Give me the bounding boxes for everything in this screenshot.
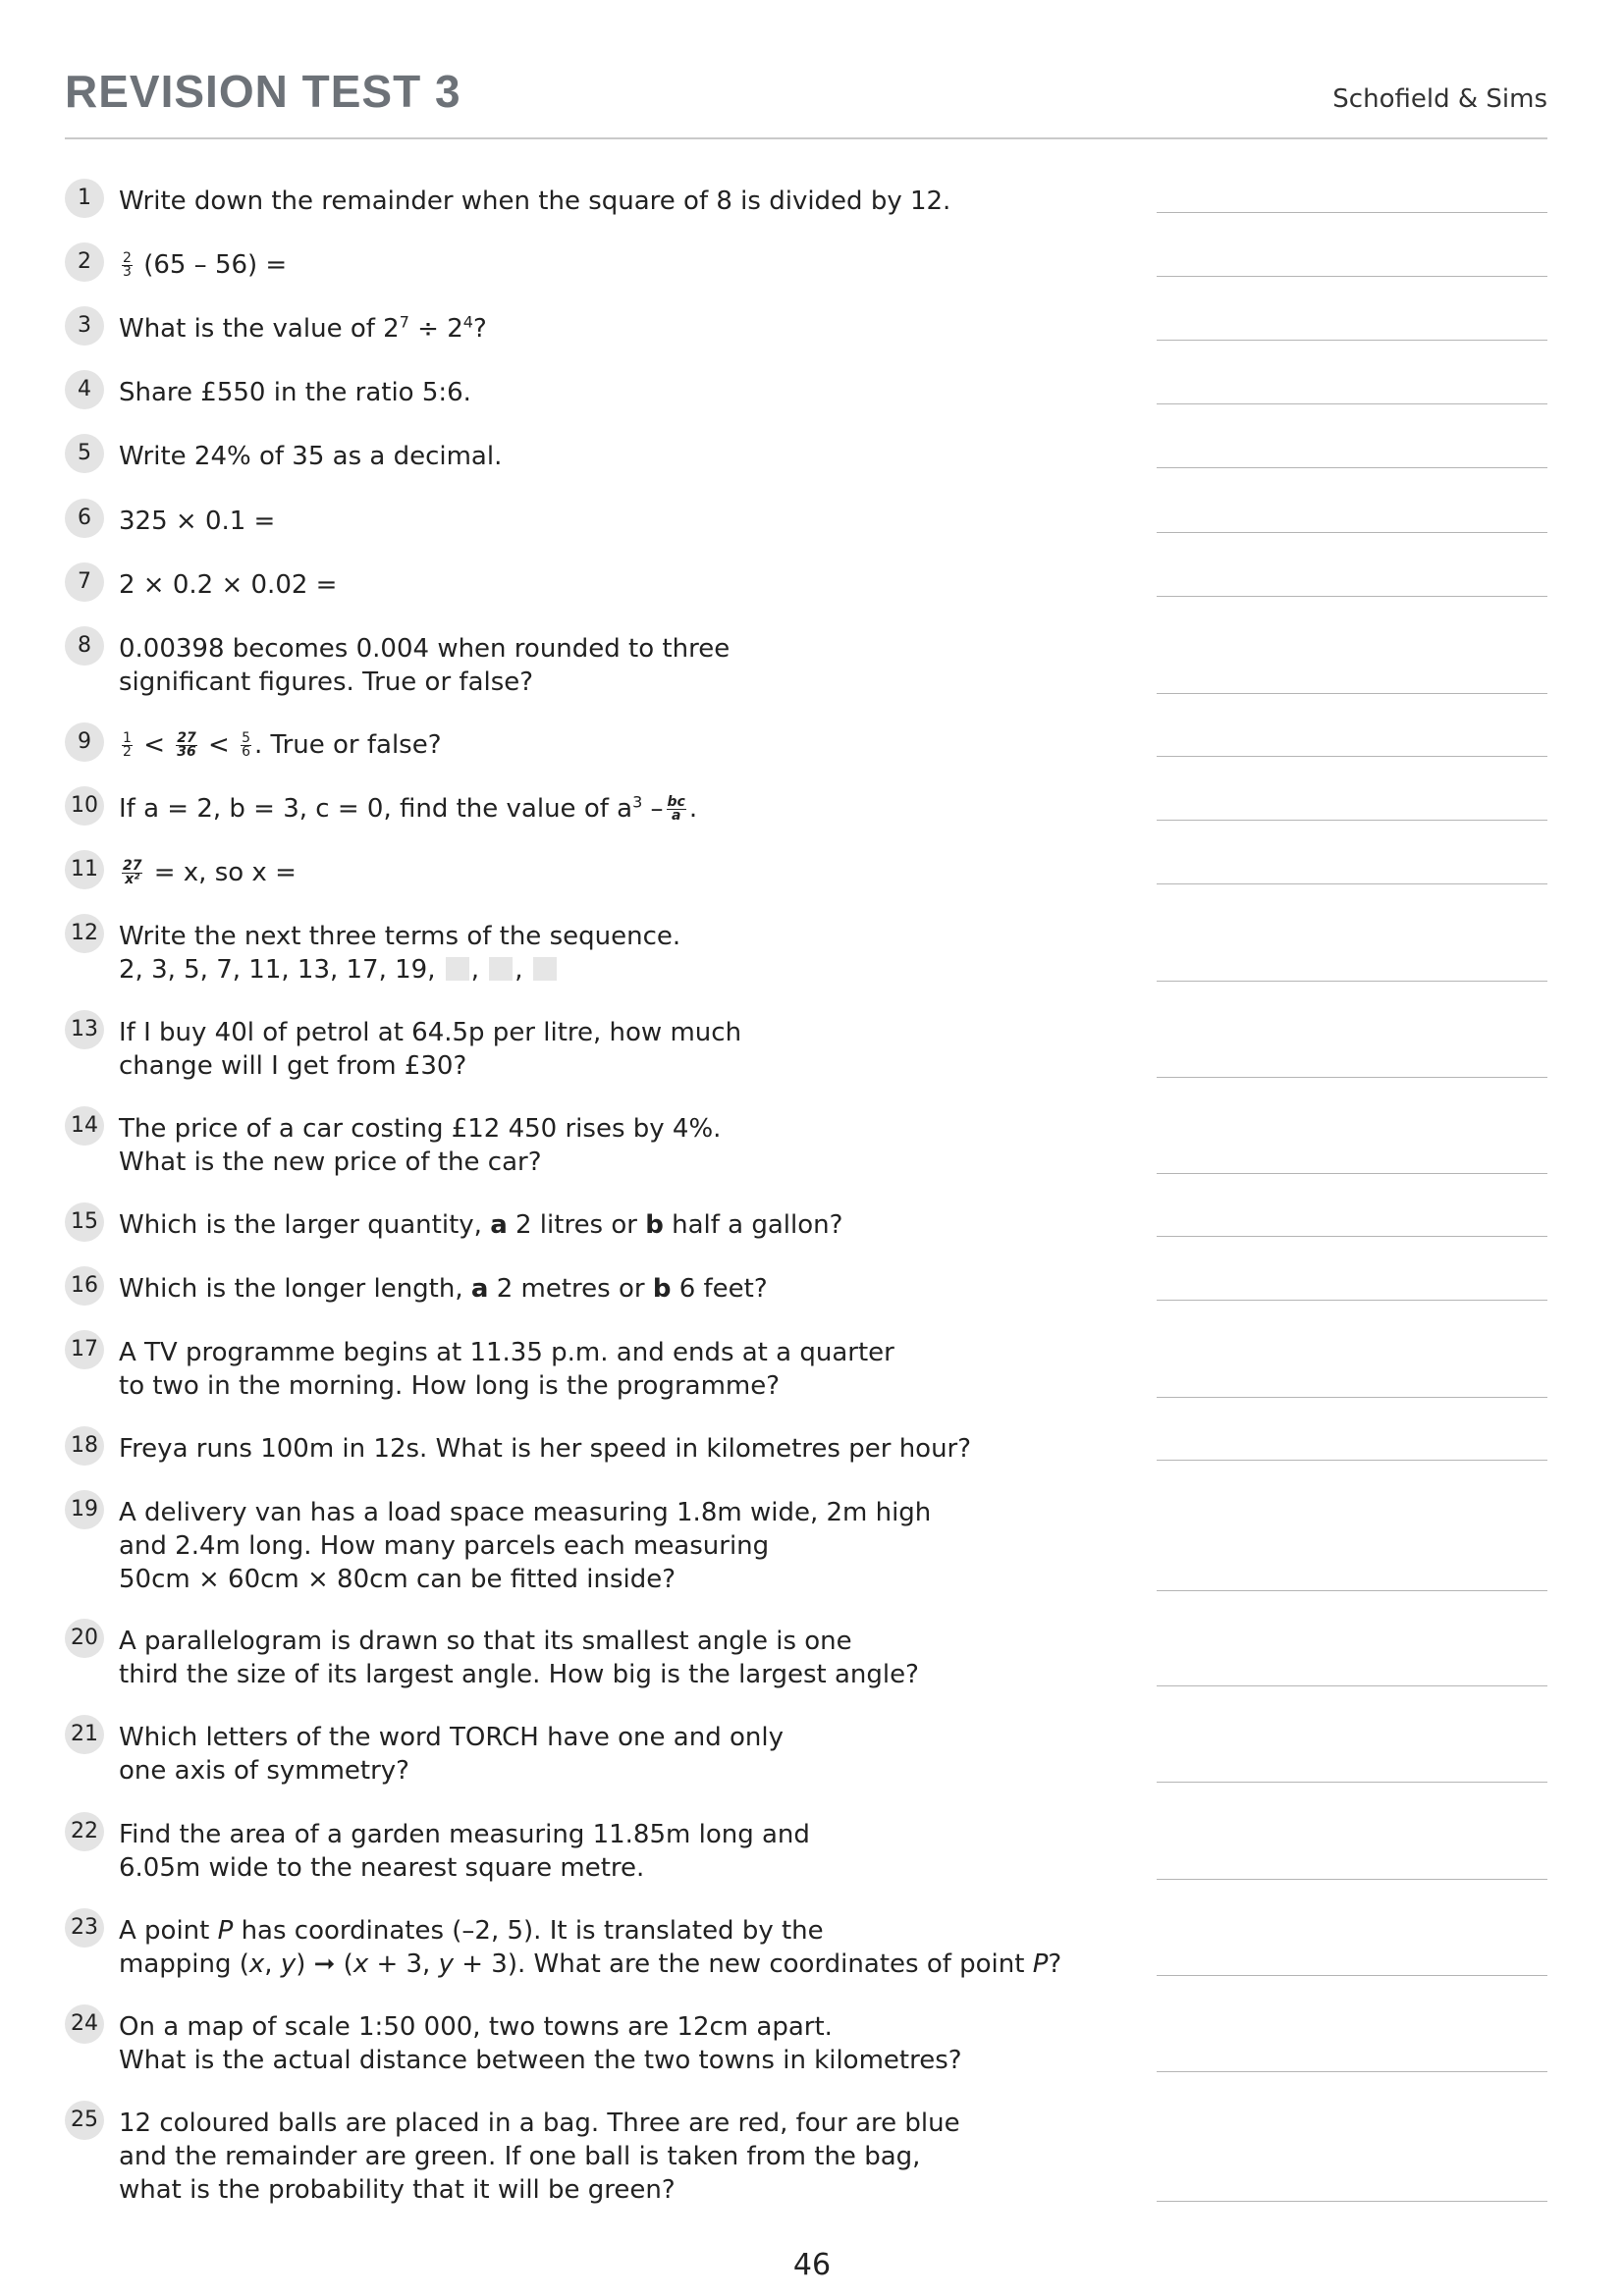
question-number: 12: [65, 914, 104, 953]
question-number: 18: [65, 1426, 104, 1466]
answer-line[interactable]: [1157, 1879, 1547, 1880]
question-text: If I buy 40l of petrol at 64.5p per litre, how much change will I get from £30?: [119, 1018, 742, 1081]
question-number: 13: [65, 1010, 104, 1049]
fraction: $\frac{5}{6}$: [242, 730, 250, 760]
answer-line[interactable]: [1157, 1460, 1547, 1461]
answer-line[interactable]: [1157, 403, 1547, 404]
answer-line[interactable]: [1157, 1590, 1547, 1591]
fraction: $\frac{2}{3}$: [123, 250, 132, 280]
question-text: Write the next three terms of the sequence. 2, 3, 5, 7, 11, 13, 17, 19, , ,: [119, 922, 681, 985]
answer-line[interactable]: [1157, 340, 1547, 341]
question-number: 24: [65, 2004, 104, 2044]
question-number: 14: [65, 1106, 104, 1146]
question-number: 21: [65, 1715, 104, 1754]
question-number: 5: [65, 434, 104, 473]
publisher: Schofield & Sims: [1332, 84, 1547, 114]
question-text: On a map of scale 1:50 000, two towns are 12cm apart. What is the actual distance between the two towns in kilometres?: [119, 2012, 962, 2075]
question-number: 23: [65, 1908, 104, 1948]
question-number: 11: [65, 850, 104, 889]
blank-box[interactable]: [446, 957, 469, 981]
answer-line[interactable]: [1157, 276, 1547, 277]
question-text: Which is the larger quantity, a 2 litres or b half a gallon?: [119, 1210, 843, 1240]
question-text: What is the value of $2^7 \div 2^4$?: [119, 312, 487, 344]
question-number: 6: [65, 499, 104, 538]
question-number: 16: [65, 1266, 104, 1306]
answer-line[interactable]: [1157, 693, 1547, 694]
question-text: A TV programme begins at 11.35 p.m. and ends at a quarter to two in the morning. How long is the programme?: [119, 1338, 894, 1401]
question-text: Which is the longer length, a 2 metres or b 6 feet?: [119, 1274, 768, 1304]
answer-line[interactable]: [1157, 1397, 1547, 1398]
question-number: 9: [65, 722, 104, 762]
question-number: 15: [65, 1202, 104, 1242]
answer-line[interactable]: [1157, 532, 1547, 533]
question-text: $\frac{1}{2}$ < $\frac{27}{36}$ < $\frac{5}{6}$ . True or false?: [123, 730, 442, 760]
question-number: 19: [65, 1490, 104, 1529]
answer-line[interactable]: [1157, 1300, 1547, 1301]
fraction: $\frac{27}{\text{x²}}$: [123, 858, 142, 887]
question-number: 2: [65, 242, 104, 282]
answer-line[interactable]: [1157, 820, 1547, 821]
question-text: 0.00398 becomes 0.004 when rounded to three significant figures. True or false?: [119, 634, 731, 697]
blank-box[interactable]: [489, 957, 513, 981]
question-text: $\frac{2}{3}$ (65 – 56) =: [123, 250, 288, 280]
page-number: 46: [792, 2248, 832, 2282]
question-text: 12 coloured balls are placed in a bag. Three are red, four are blue and the remainder are green. If one ball is taken from the bag, what is the probability that it will be green?: [119, 2109, 960, 2205]
fraction: $\frac{bc}{a}$: [667, 794, 685, 824]
question-text: Write down the remainder when the square of 8 is divided by 12.: [119, 187, 951, 216]
answer-line[interactable]: [1157, 1975, 1547, 1976]
question-text: If a = 2, b = 3, c = 0, find the value of $a^3$ – $\frac{bc}{a}$ .: [119, 792, 698, 824]
question-number: 7: [65, 562, 104, 602]
answer-line[interactable]: [1157, 467, 1547, 468]
question-text: The price of a car costing £12 450 rises by 4%. What is the new price of the car?: [119, 1114, 722, 1177]
blank-box[interactable]: [533, 957, 557, 981]
question-number: 25: [65, 2101, 104, 2140]
answer-line[interactable]: [1157, 756, 1547, 757]
fraction: $\frac{1}{2}$: [123, 730, 132, 760]
question-number: 17: [65, 1330, 104, 1369]
answer-line[interactable]: [1157, 2071, 1547, 2072]
answer-line[interactable]: [1157, 1077, 1547, 1078]
page-title: REVISION TEST 3: [65, 66, 461, 117]
question-number: 22: [65, 1812, 104, 1851]
question-number: 1: [65, 179, 104, 218]
answer-line[interactable]: [1157, 1782, 1547, 1783]
answer-line[interactable]: [1157, 212, 1547, 213]
question-text: Share £550 in the ratio 5:6.: [119, 378, 471, 407]
question-number: 4: [65, 370, 104, 409]
answer-line[interactable]: [1157, 596, 1547, 597]
question-number: 8: [65, 626, 104, 666]
answer-line[interactable]: [1157, 2201, 1547, 2202]
question-number: 20: [65, 1619, 104, 1658]
question-text: Write 24% of 35 as a decimal.: [119, 442, 503, 471]
header-rule: [65, 137, 1547, 139]
answer-line[interactable]: [1157, 981, 1547, 982]
answer-line[interactable]: [1157, 1685, 1547, 1686]
question-number: 10: [65, 786, 104, 826]
question-text: 325 × 0.1 =: [119, 507, 276, 536]
fraction: $\frac{27}{36}$: [177, 730, 196, 760]
question-text: Which letters of the word TORCH have one and only one axis of symmetry?: [119, 1723, 784, 1786]
question-text: Find the area of a garden measuring 11.85m long and 6.05m wide to the nearest square metre.: [119, 1820, 810, 1883]
question-text: Freya runs 100m in 12s. What is her speed in kilometres per hour?: [119, 1434, 972, 1464]
question-text: A parallelogram is drawn so that its smallest angle is one third the size of its largest angle. How big is the largest angle?: [119, 1627, 919, 1689]
answer-line[interactable]: [1157, 1173, 1547, 1174]
question-text: $\frac{27}{\text{x²}}$ = x, so x =: [123, 858, 297, 887]
question-number: 3: [65, 306, 104, 346]
question-text: 2 × 0.2 × 0.02 =: [119, 570, 338, 600]
question-text: A delivery van has a load space measuring 1.8m wide, 2m high and 2.4m long. How many parcels each measuring 50cm × 60cm × 80cm can be fitted inside?: [119, 1498, 932, 1594]
answer-line[interactable]: [1157, 883, 1547, 884]
question-text: A point P has coordinates (–2, 5). It is translated by the mapping (x, y) ➞ (x + 3, y + 3). What are the new coordinates of point P?: [119, 1916, 1062, 1979]
answer-line[interactable]: [1157, 1236, 1547, 1237]
